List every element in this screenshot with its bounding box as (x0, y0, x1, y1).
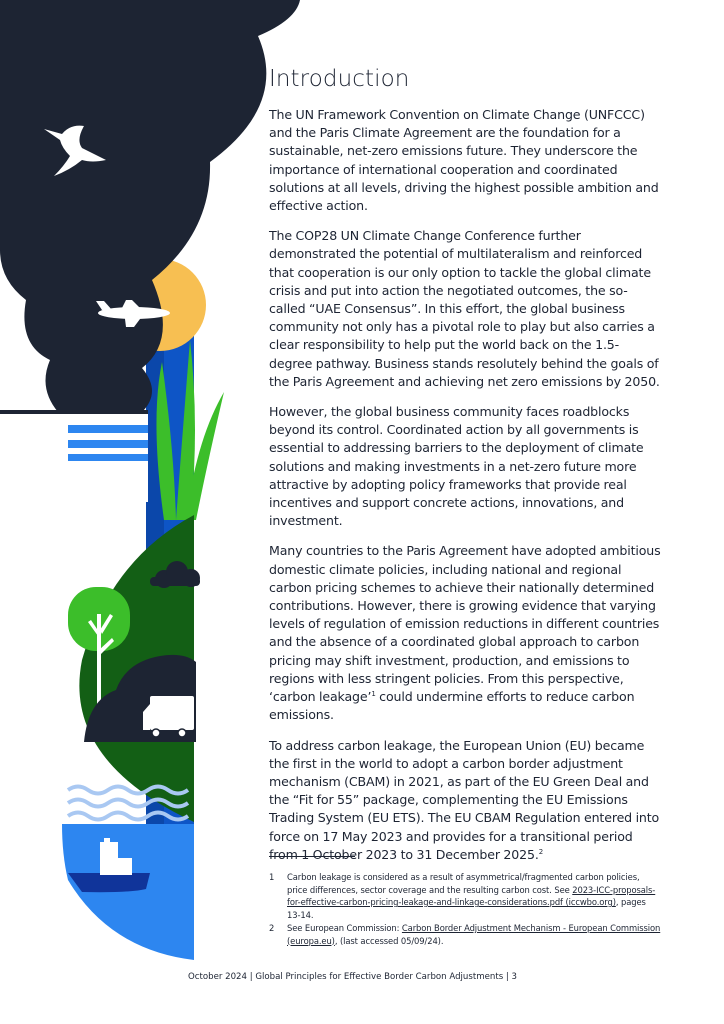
footnote-ref-1[interactable]: 1 (371, 689, 376, 698)
paragraph-4-end: could undermine efforts to reduce carbon emissions. (269, 689, 635, 723)
footnote-1-text: Carbon leakage is considered as a result of asymmetrical/fragmented carbon policies, price differences, sector coverage and the resulting carbon cost. See (287, 872, 640, 895)
striped-building (0, 410, 148, 502)
footnote-number: 2 (269, 923, 275, 933)
footnote-1-link[interactable]: 2023-ICC-proposals-for-effective-carbon-pricing-leakage-and-linkage-considerations.pdf (iccwbo.org) (287, 884, 656, 907)
footnote-number: 1 (269, 872, 275, 882)
paragraph-1: The UN Framework Convention on Climate Change (UNFCCC) and the Paris Climate Agreement are the foundation for a sustainable, net-zero emissions future. They underscore the importance of international cooperation and coordinated solutions at all levels, driving the highest possible ambition and effective action. (269, 107, 659, 214)
decorative-illustration (0, 0, 300, 1024)
page-footer: October 2024 | Global Principles for Effective Border Carbon Adjustments | 3 (188, 972, 517, 982)
page-title: Introduction (269, 66, 410, 92)
footnote-2-text: See European Commission: (287, 923, 402, 933)
paragraph-4-text: Many countries to the Paris Agreement have adopted ambitious domestic climate policies, including national and regional carbon pricing schemes to achieve their nationally determined contributions. However, there is growing evidence that varying levels of regulation of emission reductions in different countries and the absence of a coordinated global approach to carbon pricing may shift investment, production, and emissions to regions with less stringent policies. From this perspective, ‘carbon leakage’ (269, 543, 661, 705)
footnote-1 (269, 871, 661, 921)
footnote-ref-2[interactable]: 2 (538, 847, 544, 856)
footnotes (269, 871, 661, 948)
footnote-2-link[interactable]: Carbon Border Adjustment Mechanism - European Commission (europa.eu) (287, 923, 661, 946)
paragraph-2: The COP28 UN Climate Change Conference further demonstrated the potential of multilateralism and reinforced that cooperation is our only option to tackle the global climate crisis and put into action the negotiated outcomes, the so-called “UAE Consensus”. In this effort, the global business community not only has a pivotal role to play but also carries a clear responsibility to help put the world back on the 1.5-degree pathway. Business stands resolutely behind the goals of the Paris Agreement and achieving net zero emissions by 2050. (269, 228, 660, 389)
footnote-2 (269, 922, 661, 947)
main-content (269, 66, 661, 876)
paragraph-4 (269, 542, 661, 724)
smoke-cloud (0, 0, 300, 412)
paragraph-5-text: To address carbon leakage, the European Union (EU) became the first in the world to adopt a carbon border adjustment mechanism (CBAM) in 2021, as part of the EU Green Deal and the “Fit for 55” package, complementing the EU Emissions Trading System (EU ETS). The EU CBAM Regulation entered into force on 17 May 2023 and provides for a transitional period from 1 October 2023 to 31 December 2025. (269, 737, 660, 862)
footnote-1-after: , pages 13-14. (287, 897, 646, 920)
footnote-text (287, 871, 661, 921)
footnote-text (287, 922, 661, 947)
body-text (269, 106, 661, 864)
water (62, 824, 194, 960)
footnote-2-after: , (last accessed 05/09/24). (334, 935, 444, 946)
paragraph-3: However, the global business community faces roadblocks beyond its control. Coordinated action by all governments is essential to addressing barriers to the deployment of climate solutions and making investments in a net-zero future more attractive by adopting policy frameworks that provide real incentives and support concrete actions, innovations, and investment. (269, 404, 644, 529)
paragraph-5 (269, 737, 661, 864)
footnote-divider (269, 856, 355, 857)
